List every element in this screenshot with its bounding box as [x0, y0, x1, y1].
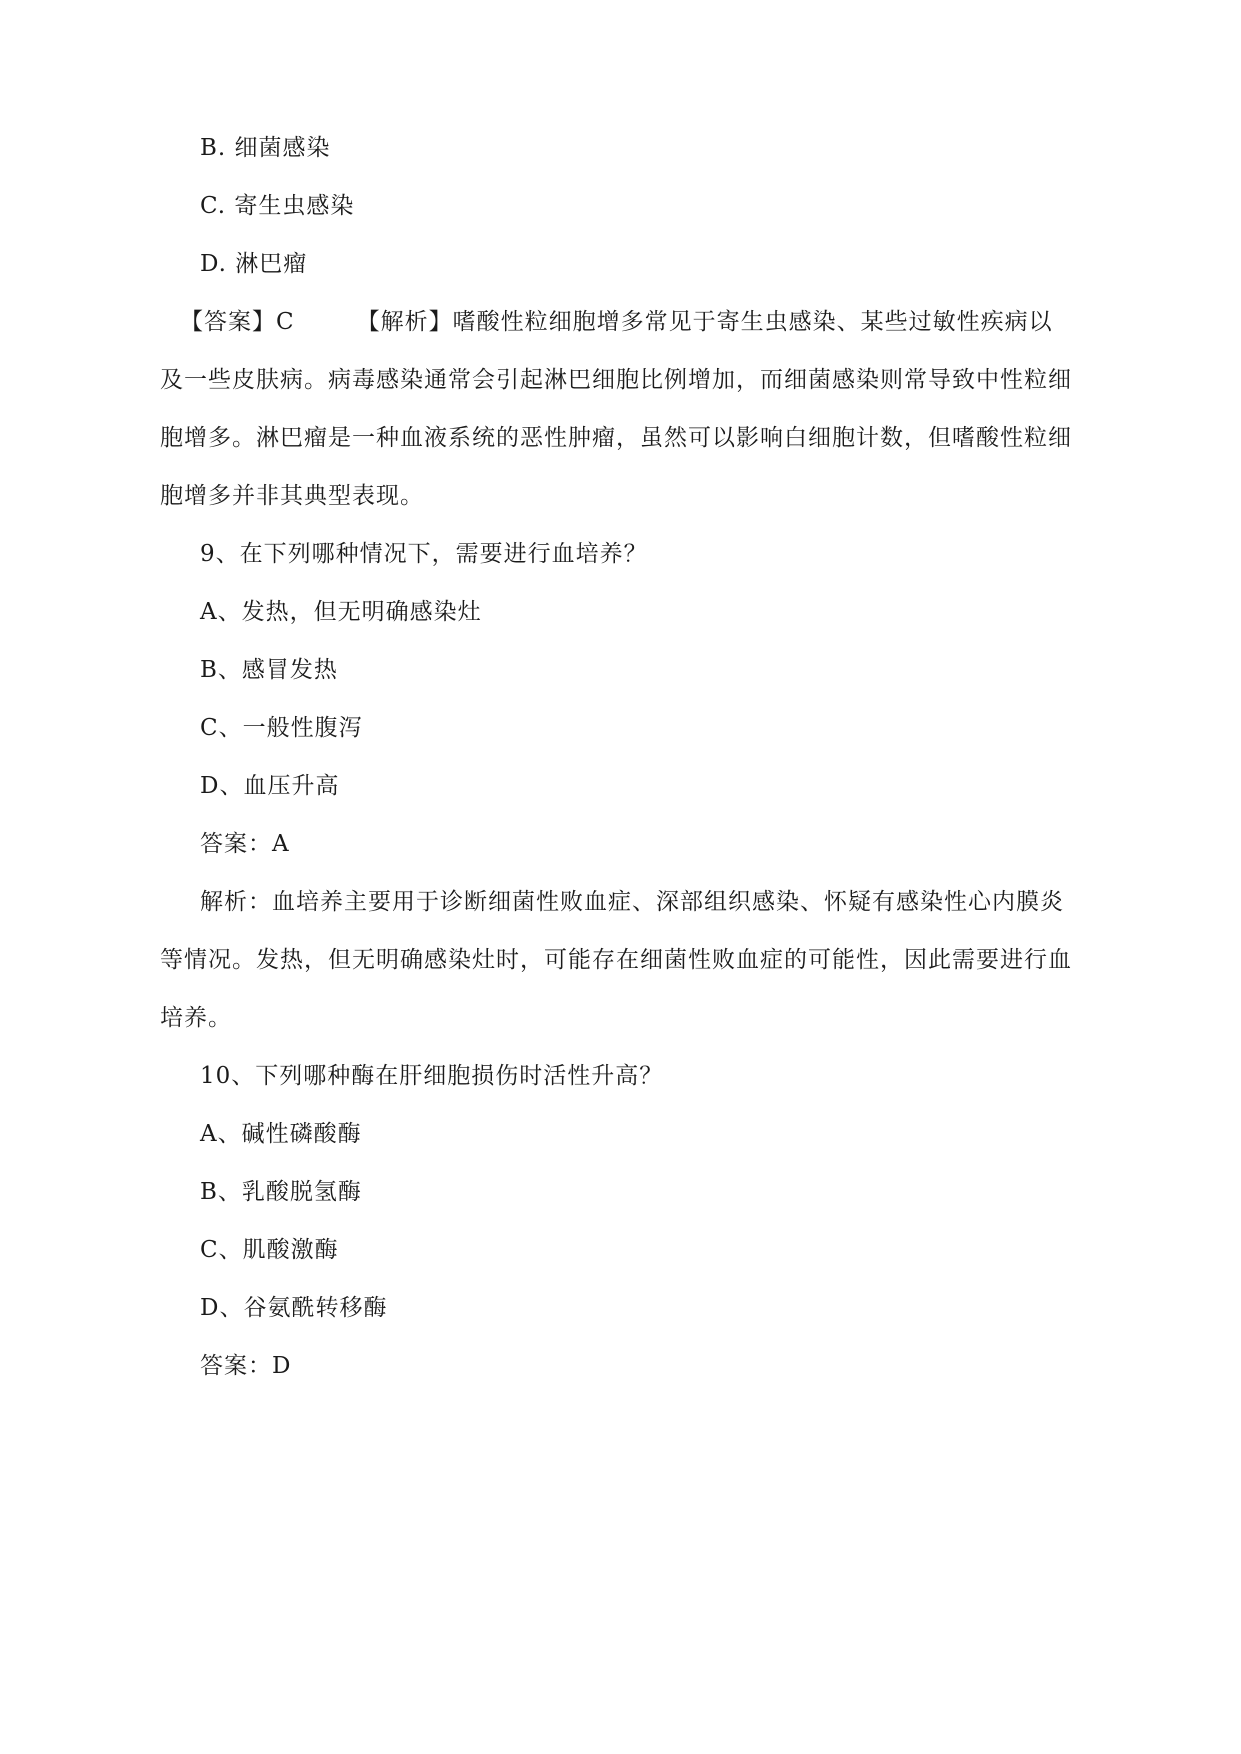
analysis-label: 【解析】: [356, 309, 453, 335]
answer-label: 【答案】C: [180, 309, 295, 335]
q9-option-c: C、一般性腹泻: [200, 715, 363, 741]
answer-analysis-line-1: [180, 307, 1053, 337]
q9-question: 9、在下列哪种情况下，需要进行血培养？: [200, 541, 648, 567]
option-b: B. 细菌感染: [200, 135, 331, 161]
q10-answer: 答案：D: [200, 1353, 292, 1379]
q9-analysis-line-3: 培养。: [160, 1005, 232, 1031]
q9-analysis-line-1: 解析：血培养主要用于诊断细菌性败血症、深部组织感染、怀疑有感染性心内膜炎: [200, 889, 1064, 915]
option-d: D. 淋巴瘤: [200, 251, 308, 277]
q9-option-b: B、感冒发热: [200, 657, 338, 683]
q9-analysis-line-2: 等情况。发热，但无明确感染灶时，可能存在细菌性败血症的可能性，因此需要进行血: [160, 947, 1072, 973]
q9-option-d: D、血压升高: [200, 773, 340, 799]
analysis-text-line-3: 胞增多。淋巴瘤是一种血液系统的恶性肿瘤，虽然可以影响白细胞计数，但嗜酸性粒细: [160, 425, 1072, 451]
q10-option-d: D、谷氨酰转移酶: [200, 1295, 388, 1321]
q9-option-a: A、发热，但无明确感染灶: [200, 599, 482, 625]
option-c: C. 寄生虫感染: [200, 193, 355, 219]
q10-option-a: A、碱性磷酸酶: [200, 1121, 362, 1147]
q10-option-b: B、乳酸脱氢酶: [200, 1179, 362, 1205]
analysis-text-line-2: 及一些皮肤病。病毒感染通常会引起淋巴细胞比例增加，而细菌感染则常导致中性粒细: [160, 367, 1072, 393]
analysis-text-line-4: 胞增多并非其典型表现。: [160, 483, 424, 509]
analysis-text-line-1: 嗜酸性粒细胞增多常见于寄生虫感染、某些过敏性疾病以: [452, 309, 1053, 335]
q10-option-c: C、肌酸激酶: [200, 1237, 339, 1263]
q10-question: 10、下列哪种酶在肝细胞损伤时活性升高？: [200, 1063, 664, 1089]
q9-answer: 答案：A: [200, 831, 290, 857]
